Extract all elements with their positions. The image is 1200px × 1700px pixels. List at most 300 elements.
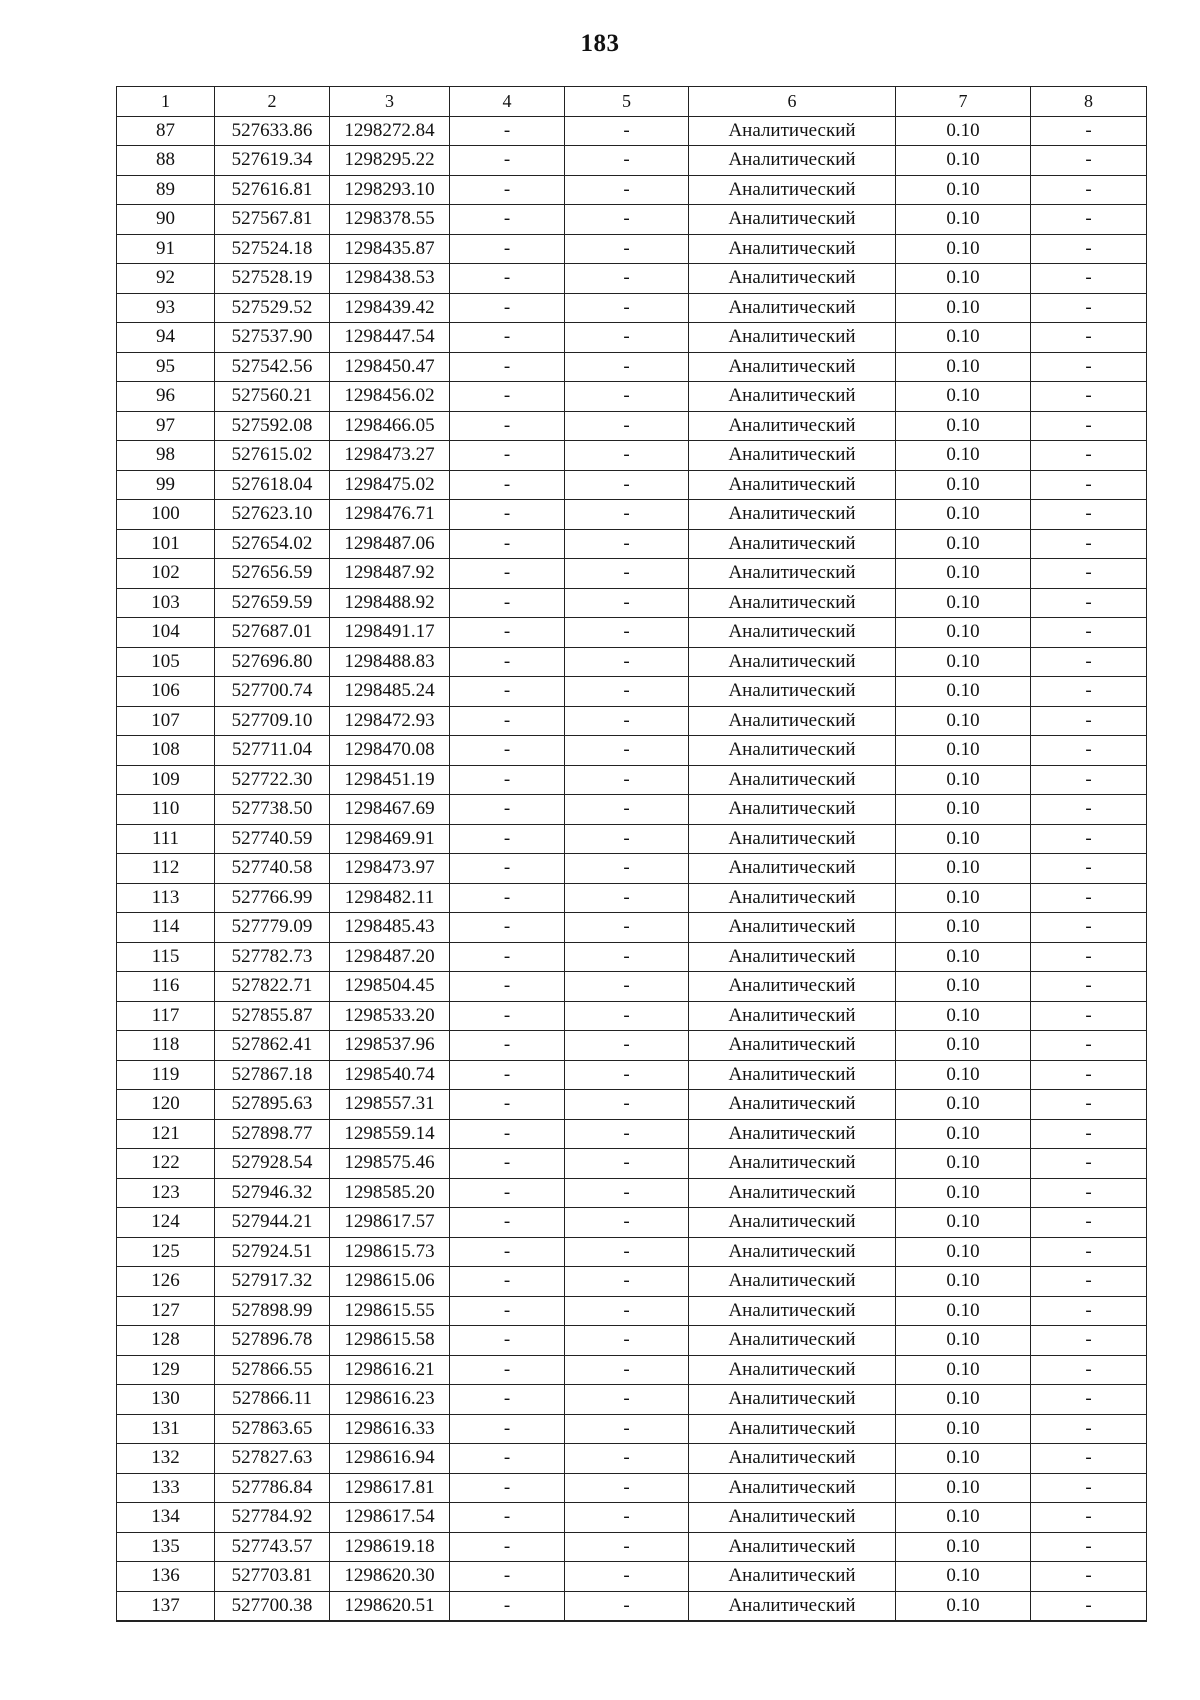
table-row: [117, 1001, 1147, 1031]
column-8-cell: -: [1031, 1149, 1147, 1179]
y-coordinate-cell: 1298485.24: [330, 677, 450, 707]
x-coordinate-cell: 527616.81: [215, 175, 330, 205]
y-coordinate-cell: 1298485.43: [330, 913, 450, 943]
column-header: 1: [117, 87, 215, 117]
accuracy-cell: 0.10: [896, 1296, 1031, 1326]
accuracy-cell: 0.10: [896, 323, 1031, 353]
y-coordinate-cell: 1298476.71: [330, 500, 450, 530]
x-coordinate-cell: 527867.18: [215, 1060, 330, 1090]
column-5-cell: -: [565, 1208, 689, 1238]
table-row: [117, 1473, 1147, 1503]
x-coordinate-cell: 527623.10: [215, 500, 330, 530]
y-coordinate-cell: 1298620.51: [330, 1591, 450, 1621]
method-cell: Аналитический: [689, 588, 896, 618]
table-row: [117, 1355, 1147, 1385]
point-number-cell: 115: [117, 942, 215, 972]
column-8-cell: -: [1031, 1031, 1147, 1061]
table-row: [117, 736, 1147, 766]
x-coordinate-cell: 527528.19: [215, 264, 330, 294]
column-4-cell: -: [450, 529, 565, 559]
x-coordinate-cell: 527696.80: [215, 647, 330, 677]
column-5-cell: -: [565, 1296, 689, 1326]
accuracy-cell: 0.10: [896, 795, 1031, 825]
column-8-cell: -: [1031, 559, 1147, 589]
method-cell: Аналитический: [689, 795, 896, 825]
method-cell: Аналитический: [689, 824, 896, 854]
x-coordinate-cell: 527740.59: [215, 824, 330, 854]
method-cell: Аналитический: [689, 500, 896, 530]
method-cell: Аналитический: [689, 264, 896, 294]
accuracy-cell: 0.10: [896, 352, 1031, 382]
x-coordinate-cell: 527855.87: [215, 1001, 330, 1031]
column-8-cell: -: [1031, 972, 1147, 1002]
column-4-cell: -: [450, 1473, 565, 1503]
x-coordinate-cell: 527766.99: [215, 883, 330, 913]
table-row: [117, 234, 1147, 264]
method-cell: Аналитический: [689, 382, 896, 412]
x-coordinate-cell: 527700.74: [215, 677, 330, 707]
y-coordinate-cell: 1298616.21: [330, 1355, 450, 1385]
accuracy-cell: 0.10: [896, 1532, 1031, 1562]
column-8-cell: -: [1031, 1178, 1147, 1208]
accuracy-cell: 0.10: [896, 1031, 1031, 1061]
x-coordinate-cell: 527896.78: [215, 1326, 330, 1356]
column-8-cell: -: [1031, 1296, 1147, 1326]
accuracy-cell: 0.10: [896, 942, 1031, 972]
column-8-cell: -: [1031, 1444, 1147, 1474]
method-cell: Аналитический: [689, 1355, 896, 1385]
point-number-cell: 103: [117, 588, 215, 618]
accuracy-cell: 0.10: [896, 1267, 1031, 1297]
y-coordinate-cell: 1298378.55: [330, 205, 450, 235]
coordinates-table: [116, 86, 1147, 1622]
point-number-cell: 99: [117, 470, 215, 500]
x-coordinate-cell: 527928.54: [215, 1149, 330, 1179]
method-cell: Аналитический: [689, 1503, 896, 1533]
table-row: [117, 1444, 1147, 1474]
table-row: [117, 1178, 1147, 1208]
x-coordinate-cell: 527827.63: [215, 1444, 330, 1474]
column-4-cell: -: [450, 1237, 565, 1267]
accuracy-cell: 0.10: [896, 1355, 1031, 1385]
column-8-cell: -: [1031, 1001, 1147, 1031]
table-row: [117, 647, 1147, 677]
column-5-cell: -: [565, 1414, 689, 1444]
column-4-cell: -: [450, 264, 565, 294]
column-4-cell: -: [450, 1414, 565, 1444]
point-number-cell: 93: [117, 293, 215, 323]
method-cell: Аналитический: [689, 1149, 896, 1179]
x-coordinate-cell: 527784.92: [215, 1503, 330, 1533]
point-number-cell: 125: [117, 1237, 215, 1267]
method-cell: Аналитический: [689, 529, 896, 559]
column-8-cell: -: [1031, 175, 1147, 205]
column-8-cell: -: [1031, 293, 1147, 323]
table-row: [117, 677, 1147, 707]
x-coordinate-cell: 527592.08: [215, 411, 330, 441]
column-5-cell: -: [565, 677, 689, 707]
y-coordinate-cell: 1298575.46: [330, 1149, 450, 1179]
column-header: 7: [896, 87, 1031, 117]
accuracy-cell: 0.10: [896, 765, 1031, 795]
method-cell: Аналитический: [689, 1473, 896, 1503]
column-4-cell: -: [450, 1031, 565, 1061]
point-number-cell: 106: [117, 677, 215, 707]
column-4-cell: -: [450, 1119, 565, 1149]
column-8-cell: -: [1031, 1562, 1147, 1592]
point-number-cell: 92: [117, 264, 215, 294]
point-number-cell: 119: [117, 1060, 215, 1090]
method-cell: Аналитический: [689, 1562, 896, 1592]
accuracy-cell: 0.10: [896, 618, 1031, 648]
x-coordinate-cell: 527537.90: [215, 323, 330, 353]
accuracy-cell: 0.10: [896, 824, 1031, 854]
accuracy-cell: 0.10: [896, 647, 1031, 677]
point-number-cell: 113: [117, 883, 215, 913]
column-5-cell: -: [565, 942, 689, 972]
table-row: [117, 559, 1147, 589]
method-cell: Аналитический: [689, 736, 896, 766]
table-body: [117, 116, 1147, 1621]
y-coordinate-cell: 1298469.91: [330, 824, 450, 854]
y-coordinate-cell: 1298616.94: [330, 1444, 450, 1474]
accuracy-cell: 0.10: [896, 883, 1031, 913]
column-4-cell: -: [450, 588, 565, 618]
point-number-cell: 128: [117, 1326, 215, 1356]
x-coordinate-cell: 527782.73: [215, 942, 330, 972]
x-coordinate-cell: 527946.32: [215, 1178, 330, 1208]
column-5-cell: -: [565, 234, 689, 264]
point-number-cell: 104: [117, 618, 215, 648]
accuracy-cell: 0.10: [896, 116, 1031, 146]
point-number-cell: 121: [117, 1119, 215, 1149]
y-coordinate-cell: 1298615.73: [330, 1237, 450, 1267]
column-5-cell: -: [565, 647, 689, 677]
method-cell: Аналитический: [689, 1001, 896, 1031]
accuracy-cell: 0.10: [896, 175, 1031, 205]
column-4-cell: -: [450, 795, 565, 825]
point-number-cell: 97: [117, 411, 215, 441]
x-coordinate-cell: 527862.41: [215, 1031, 330, 1061]
accuracy-cell: 0.10: [896, 1326, 1031, 1356]
point-number-cell: 96: [117, 382, 215, 412]
column-8-cell: -: [1031, 1326, 1147, 1356]
column-5-cell: -: [565, 175, 689, 205]
column-5-cell: -: [565, 411, 689, 441]
y-coordinate-cell: 1298616.23: [330, 1385, 450, 1415]
point-number-cell: 109: [117, 765, 215, 795]
column-8-cell: -: [1031, 411, 1147, 441]
column-5-cell: -: [565, 854, 689, 884]
column-4-cell: -: [450, 116, 565, 146]
x-coordinate-cell: 527560.21: [215, 382, 330, 412]
x-coordinate-cell: 527866.11: [215, 1385, 330, 1415]
column-4-cell: -: [450, 1591, 565, 1621]
column-4-cell: -: [450, 1060, 565, 1090]
column-header: 5: [565, 87, 689, 117]
method-cell: Аналитический: [689, 1178, 896, 1208]
column-5-cell: -: [565, 1119, 689, 1149]
column-8-cell: -: [1031, 913, 1147, 943]
x-coordinate-cell: 527822.71: [215, 972, 330, 1002]
method-cell: Аналитический: [689, 1385, 896, 1415]
accuracy-cell: 0.10: [896, 470, 1031, 500]
column-8-cell: -: [1031, 588, 1147, 618]
y-coordinate-cell: 1298620.30: [330, 1562, 450, 1592]
y-coordinate-cell: 1298487.92: [330, 559, 450, 589]
column-header: 4: [450, 87, 565, 117]
column-5-cell: -: [565, 1237, 689, 1267]
column-8-cell: -: [1031, 1119, 1147, 1149]
method-cell: Аналитический: [689, 618, 896, 648]
y-coordinate-cell: 1298537.96: [330, 1031, 450, 1061]
point-number-cell: 102: [117, 559, 215, 589]
column-4-cell: -: [450, 205, 565, 235]
method-cell: Аналитический: [689, 1326, 896, 1356]
accuracy-cell: 0.10: [896, 1591, 1031, 1621]
column-8-cell: -: [1031, 529, 1147, 559]
column-4-cell: -: [450, 854, 565, 884]
point-number-cell: 100: [117, 500, 215, 530]
column-5-cell: -: [565, 323, 689, 353]
x-coordinate-cell: 527944.21: [215, 1208, 330, 1238]
column-5-cell: -: [565, 618, 689, 648]
table-header-row: [117, 87, 1147, 117]
column-5-cell: -: [565, 441, 689, 471]
x-coordinate-cell: 527786.84: [215, 1473, 330, 1503]
table-row: [117, 352, 1147, 382]
column-header: 3: [330, 87, 450, 117]
column-4-cell: -: [450, 500, 565, 530]
accuracy-cell: 0.10: [896, 1385, 1031, 1415]
column-5-cell: -: [565, 736, 689, 766]
table-row: [117, 411, 1147, 441]
column-4-cell: -: [450, 677, 565, 707]
table-row: [117, 824, 1147, 854]
column-8-cell: -: [1031, 736, 1147, 766]
column-4-cell: -: [450, 1001, 565, 1031]
method-cell: Аналитический: [689, 146, 896, 176]
accuracy-cell: 0.10: [896, 529, 1031, 559]
table-row: [117, 765, 1147, 795]
table-row: [117, 1208, 1147, 1238]
column-8-cell: -: [1031, 795, 1147, 825]
column-5-cell: -: [565, 795, 689, 825]
y-coordinate-cell: 1298585.20: [330, 1178, 450, 1208]
method-cell: Аналитический: [689, 1031, 896, 1061]
column-8-cell: -: [1031, 470, 1147, 500]
column-4-cell: -: [450, 972, 565, 1002]
y-coordinate-cell: 1298435.87: [330, 234, 450, 264]
x-coordinate-cell: 527654.02: [215, 529, 330, 559]
column-4-cell: -: [450, 559, 565, 589]
y-coordinate-cell: 1298617.81: [330, 1473, 450, 1503]
method-cell: Аналитический: [689, 854, 896, 884]
table-row: [117, 795, 1147, 825]
column-4-cell: -: [450, 883, 565, 913]
x-coordinate-cell: 527743.57: [215, 1532, 330, 1562]
x-coordinate-cell: 527703.81: [215, 1562, 330, 1592]
column-8-cell: -: [1031, 500, 1147, 530]
column-8-cell: -: [1031, 618, 1147, 648]
column-4-cell: -: [450, 1444, 565, 1474]
x-coordinate-cell: 527619.34: [215, 146, 330, 176]
method-cell: Аналитический: [689, 1532, 896, 1562]
y-coordinate-cell: 1298488.83: [330, 647, 450, 677]
accuracy-cell: 0.10: [896, 1414, 1031, 1444]
column-5-cell: -: [565, 1444, 689, 1474]
method-cell: Аналитический: [689, 293, 896, 323]
y-coordinate-cell: 1298491.17: [330, 618, 450, 648]
point-number-cell: 135: [117, 1532, 215, 1562]
method-cell: Аналитический: [689, 116, 896, 146]
column-4-cell: -: [450, 470, 565, 500]
accuracy-cell: 0.10: [896, 1237, 1031, 1267]
column-5-cell: -: [565, 382, 689, 412]
column-5-cell: -: [565, 1090, 689, 1120]
method-cell: Аналитический: [689, 883, 896, 913]
column-5-cell: -: [565, 1178, 689, 1208]
y-coordinate-cell: 1298473.97: [330, 854, 450, 884]
column-8-cell: -: [1031, 1355, 1147, 1385]
column-5-cell: -: [565, 1532, 689, 1562]
y-coordinate-cell: 1298456.02: [330, 382, 450, 412]
method-cell: Аналитический: [689, 1267, 896, 1297]
accuracy-cell: 0.10: [896, 736, 1031, 766]
x-coordinate-cell: 527618.04: [215, 470, 330, 500]
y-coordinate-cell: 1298540.74: [330, 1060, 450, 1090]
method-cell: Аналитический: [689, 706, 896, 736]
y-coordinate-cell: 1298557.31: [330, 1090, 450, 1120]
y-coordinate-cell: 1298475.02: [330, 470, 450, 500]
column-8-cell: -: [1031, 854, 1147, 884]
point-number-cell: 118: [117, 1031, 215, 1061]
column-5-cell: -: [565, 529, 689, 559]
page-number: 183: [580, 30, 620, 57]
table-row: [117, 1090, 1147, 1120]
accuracy-cell: 0.10: [896, 1562, 1031, 1592]
accuracy-cell: 0.10: [896, 1119, 1031, 1149]
x-coordinate-cell: 527615.02: [215, 441, 330, 471]
table-row: [117, 264, 1147, 294]
table-row: [117, 1296, 1147, 1326]
y-coordinate-cell: 1298470.08: [330, 736, 450, 766]
method-cell: Аналитический: [689, 234, 896, 264]
column-8-cell: -: [1031, 264, 1147, 294]
column-5-cell: -: [565, 706, 689, 736]
table-row: [117, 470, 1147, 500]
x-coordinate-cell: 527722.30: [215, 765, 330, 795]
x-coordinate-cell: 527898.77: [215, 1119, 330, 1149]
y-coordinate-cell: 1298439.42: [330, 293, 450, 323]
method-cell: Аналитический: [689, 765, 896, 795]
y-coordinate-cell: 1298450.47: [330, 352, 450, 382]
point-number-cell: 133: [117, 1473, 215, 1503]
method-cell: Аналитический: [689, 323, 896, 353]
point-number-cell: 134: [117, 1503, 215, 1533]
table-row: [117, 323, 1147, 353]
column-4-cell: -: [450, 706, 565, 736]
column-5-cell: -: [565, 205, 689, 235]
x-coordinate-cell: 527524.18: [215, 234, 330, 264]
table-row: [117, 913, 1147, 943]
column-5-cell: -: [565, 1326, 689, 1356]
y-coordinate-cell: 1298295.22: [330, 146, 450, 176]
column-8-cell: -: [1031, 205, 1147, 235]
method-cell: Аналитический: [689, 1444, 896, 1474]
method-cell: Аналитический: [689, 1090, 896, 1120]
y-coordinate-cell: 1298487.20: [330, 942, 450, 972]
y-coordinate-cell: 1298533.20: [330, 1001, 450, 1031]
method-cell: Аналитический: [689, 441, 896, 471]
point-number-cell: 122: [117, 1149, 215, 1179]
column-5-cell: -: [565, 1149, 689, 1179]
column-5-cell: -: [565, 470, 689, 500]
column-4-cell: -: [450, 942, 565, 972]
column-4-cell: -: [450, 234, 565, 264]
method-cell: Аналитический: [689, 352, 896, 382]
x-coordinate-cell: 527779.09: [215, 913, 330, 943]
accuracy-cell: 0.10: [896, 441, 1031, 471]
column-8-cell: -: [1031, 116, 1147, 146]
y-coordinate-cell: 1298467.69: [330, 795, 450, 825]
column-8-cell: -: [1031, 382, 1147, 412]
x-coordinate-cell: 527659.59: [215, 588, 330, 618]
x-coordinate-cell: 527895.63: [215, 1090, 330, 1120]
column-4-cell: -: [450, 765, 565, 795]
point-number-cell: 107: [117, 706, 215, 736]
column-4-cell: -: [450, 323, 565, 353]
accuracy-cell: 0.10: [896, 264, 1031, 294]
accuracy-cell: 0.10: [896, 854, 1031, 884]
method-cell: Аналитический: [689, 559, 896, 589]
column-4-cell: -: [450, 1208, 565, 1238]
point-number-cell: 91: [117, 234, 215, 264]
column-8-cell: -: [1031, 1385, 1147, 1415]
column-5-cell: -: [565, 913, 689, 943]
y-coordinate-cell: 1298272.84: [330, 116, 450, 146]
column-4-cell: -: [450, 824, 565, 854]
table-row: [117, 1562, 1147, 1592]
column-8-cell: -: [1031, 146, 1147, 176]
column-5-cell: -: [565, 500, 689, 530]
point-number-cell: 111: [117, 824, 215, 854]
x-coordinate-cell: 527529.52: [215, 293, 330, 323]
table-row: [117, 175, 1147, 205]
x-coordinate-cell: 527700.38: [215, 1591, 330, 1621]
y-coordinate-cell: 1298293.10: [330, 175, 450, 205]
table-row: [117, 116, 1147, 146]
method-cell: Аналитический: [689, 913, 896, 943]
column-4-cell: -: [450, 1267, 565, 1297]
table-row: [117, 854, 1147, 884]
column-8-cell: -: [1031, 1503, 1147, 1533]
column-8-cell: -: [1031, 706, 1147, 736]
method-cell: Аналитический: [689, 1119, 896, 1149]
accuracy-cell: 0.10: [896, 205, 1031, 235]
table-row: [117, 972, 1147, 1002]
table-row: [117, 1237, 1147, 1267]
point-number-cell: 116: [117, 972, 215, 1002]
accuracy-cell: 0.10: [896, 146, 1031, 176]
x-coordinate-cell: 527863.65: [215, 1414, 330, 1444]
method-cell: Аналитический: [689, 1414, 896, 1444]
column-8-cell: -: [1031, 824, 1147, 854]
accuracy-cell: 0.10: [896, 1473, 1031, 1503]
table-row: [117, 706, 1147, 736]
x-coordinate-cell: 527687.01: [215, 618, 330, 648]
column-4-cell: -: [450, 1178, 565, 1208]
